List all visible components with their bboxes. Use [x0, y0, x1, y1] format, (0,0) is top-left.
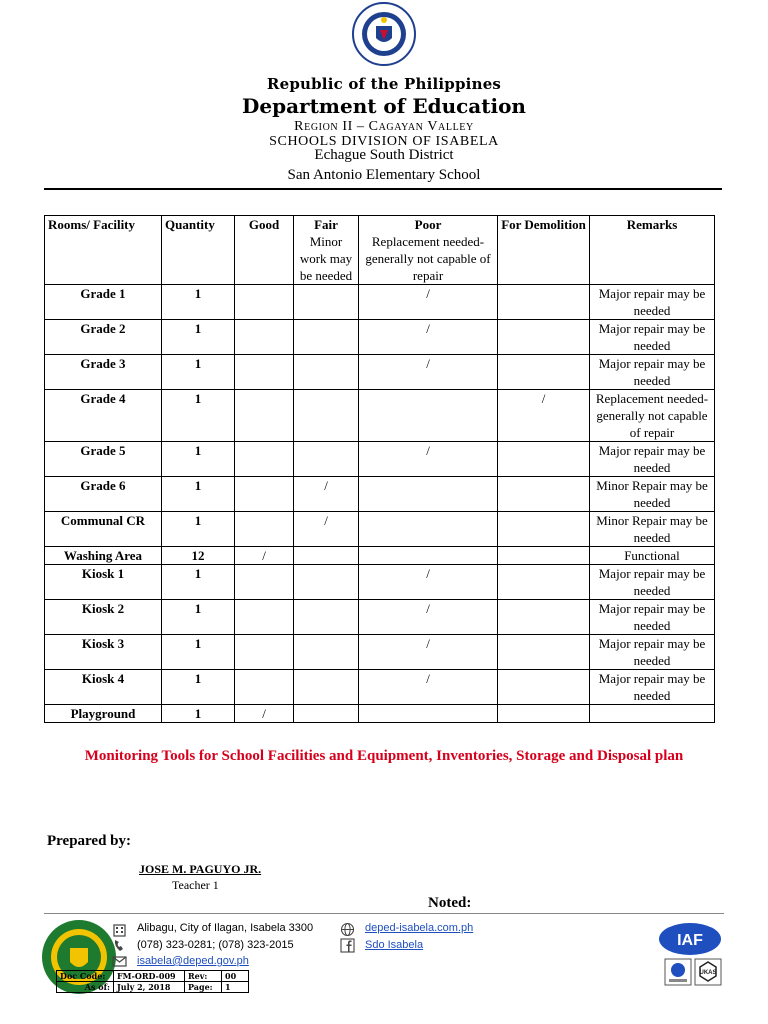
cell-room: Communal CR	[45, 512, 162, 547]
cell-quantity: 1	[162, 320, 235, 355]
cell-quantity: 1	[162, 635, 235, 670]
cell-fair	[294, 547, 359, 565]
cell-demolition	[498, 477, 590, 512]
iso-certification-logo	[664, 958, 692, 986]
division-heading: SCHOOLS DIVISION OF ISABELA	[269, 134, 499, 149]
cell-good	[235, 320, 294, 355]
poor-label: Poor	[414, 217, 442, 232]
cell-remarks: Functional	[590, 547, 715, 565]
cell-remarks: Major repair may be needed	[590, 565, 715, 600]
cell-room: Grade 2	[45, 320, 162, 355]
cell-remarks: Minor Repair may be needed	[590, 512, 715, 547]
prepared-by-label: Prepared by:	[47, 833, 132, 849]
cell-good	[235, 565, 294, 600]
as-of-value: July 2, 2018	[114, 982, 185, 993]
cell-demolition	[498, 600, 590, 635]
cell-fair	[294, 320, 359, 355]
cell-quantity: 1	[162, 477, 235, 512]
cell-room: Kiosk 4	[45, 670, 162, 705]
cell-fair	[294, 600, 359, 635]
cell-remarks: Major repair may be needed	[590, 635, 715, 670]
cell-fair	[294, 635, 359, 670]
footer-website-link[interactable]: deped-isabela.com.ph	[365, 922, 474, 934]
cell-remarks: Major repair may be needed	[590, 442, 715, 477]
doc-code-value: FM-ORD-009	[114, 971, 185, 982]
cell-good	[235, 477, 294, 512]
email-icon	[112, 954, 127, 969]
cell-remarks: Replacement needed-generally not capable of repair	[590, 390, 715, 442]
region-heading: Region II – Cagayan Valley	[294, 119, 474, 134]
cell-poor: /	[359, 320, 498, 355]
cell-room: Kiosk 1	[45, 565, 162, 600]
col-header-good: Good	[235, 216, 294, 285]
cell-demolition	[498, 285, 590, 320]
cell-demolition	[498, 512, 590, 547]
cell-fair	[294, 390, 359, 442]
cell-quantity: 1	[162, 600, 235, 635]
table-row	[45, 320, 715, 355]
cell-good	[235, 285, 294, 320]
facebook-icon	[340, 938, 355, 953]
table-row	[45, 670, 715, 705]
cell-poor: /	[359, 285, 498, 320]
cell-poor: /	[359, 355, 498, 390]
cell-good	[235, 635, 294, 670]
cell-quantity: 1	[162, 670, 235, 705]
cell-good: /	[235, 547, 294, 565]
cell-poor: /	[359, 670, 498, 705]
cell-fair	[294, 670, 359, 705]
cell-poor	[359, 390, 498, 442]
cell-quantity: 1	[162, 705, 235, 723]
rev-label: Rev:	[185, 971, 222, 982]
footer-divider	[44, 913, 724, 914]
cell-poor: /	[359, 565, 498, 600]
table-row	[45, 600, 715, 635]
ukas-text: UKAS	[699, 970, 717, 976]
col-header-poor	[359, 216, 498, 285]
preparer-role: Teacher 1	[172, 878, 219, 892]
cell-remarks: Major repair may be needed	[590, 285, 715, 320]
footer-phone: (078) 323-0281; (078) 323-2015	[137, 939, 294, 951]
cell-room: Grade 3	[45, 355, 162, 390]
cell-demolition	[498, 705, 590, 723]
preparer-name: JOSE M. PAGUYO JR.	[139, 862, 262, 876]
table-row	[45, 390, 715, 442]
cell-quantity: 1	[162, 390, 235, 442]
footer-facebook-link[interactable]: Sdo Isabela	[365, 939, 424, 951]
cell-poor	[359, 512, 498, 547]
cell-poor	[359, 547, 498, 565]
cell-demolition: /	[498, 390, 590, 442]
cell-remarks	[590, 705, 715, 723]
table-row	[45, 565, 715, 600]
cell-remarks: Minor Repair may be needed	[590, 477, 715, 512]
header-divider	[44, 188, 722, 190]
cell-room: Playground	[45, 705, 162, 723]
col-header-remarks: Remarks	[590, 216, 715, 285]
cell-room: Washing Area	[45, 547, 162, 565]
district-heading: Echague South District	[314, 147, 454, 163]
deped-seal-logo	[352, 2, 416, 66]
cell-quantity: 1	[162, 512, 235, 547]
as-of-label: As of:	[57, 982, 114, 993]
cell-good	[235, 600, 294, 635]
cell-demolition	[498, 547, 590, 565]
cell-quantity: 1	[162, 355, 235, 390]
globe-icon	[340, 922, 355, 937]
republic-heading: Republic of the Philippines	[266, 75, 502, 93]
col-header-quantity: Quantity	[162, 216, 235, 285]
cell-fair: /	[294, 512, 359, 547]
cell-good: /	[235, 705, 294, 723]
table-row	[45, 635, 715, 670]
cell-fair	[294, 355, 359, 390]
cell-fair	[294, 285, 359, 320]
cell-demolition	[498, 635, 590, 670]
poor-sub-label: Replacement needed-generally not capable of repair	[365, 234, 491, 283]
cell-good	[235, 670, 294, 705]
department-heading: Department of Education	[242, 94, 526, 118]
rev-value: 00	[222, 971, 249, 982]
table-header-row	[45, 216, 715, 285]
table-row	[45, 285, 715, 320]
cell-poor: /	[359, 600, 498, 635]
school-heading: San Antonio Elementary School	[287, 167, 481, 183]
cell-quantity: 12	[162, 547, 235, 565]
cell-room: Kiosk 2	[45, 600, 162, 635]
document-control-table	[56, 970, 249, 993]
footer-email-link[interactable]: isabela@deped.gov.ph	[137, 955, 249, 967]
col-header-demolition: For Demolition	[498, 216, 590, 285]
page-label: Page:	[185, 982, 222, 993]
iaf-text: IAF	[677, 932, 703, 949]
cell-poor	[359, 705, 498, 723]
footer-address: Alibagu, City of Ilagan, Isabela 3300	[137, 922, 314, 934]
cell-room: Grade 1	[45, 285, 162, 320]
table-row	[45, 442, 715, 477]
cell-remarks: Major repair may be needed	[590, 355, 715, 390]
cell-demolition	[498, 442, 590, 477]
cell-demolition	[498, 670, 590, 705]
cell-fair	[294, 565, 359, 600]
col-header-room: Rooms/ Facility	[45, 216, 162, 285]
cell-quantity: 1	[162, 442, 235, 477]
document-title: Monitoring Tools for School Facilities and Equipment, Inventories, Storage and Disposal plan	[84, 748, 684, 764]
cell-quantity: 1	[162, 285, 235, 320]
cell-room: Grade 5	[45, 442, 162, 477]
cell-poor: /	[359, 442, 498, 477]
phone-icon	[112, 938, 127, 953]
table-row	[45, 477, 715, 512]
cell-poor: /	[359, 635, 498, 670]
table-row	[45, 512, 715, 547]
doc-code-label: Doc Code:	[57, 971, 114, 982]
cell-demolition	[498, 565, 590, 600]
cell-good	[235, 355, 294, 390]
iaf-certification-logo	[658, 922, 722, 956]
building-icon	[112, 922, 127, 937]
cell-good	[235, 512, 294, 547]
table-row	[45, 547, 715, 565]
noted-label: Noted:	[428, 895, 472, 911]
ukas-certification-logo	[694, 958, 722, 986]
table-row	[45, 705, 715, 723]
facilities-table	[44, 215, 715, 723]
cell-good	[235, 390, 294, 442]
cell-room: Grade 6	[45, 477, 162, 512]
cell-demolition	[498, 320, 590, 355]
col-header-fair	[294, 216, 359, 285]
cell-good	[235, 442, 294, 477]
cell-remarks: Major repair may be needed	[590, 320, 715, 355]
cell-room: Grade 4	[45, 390, 162, 442]
cell-room: Kiosk 3	[45, 635, 162, 670]
page-value: 1	[222, 982, 249, 993]
cell-remarks: Major repair may be needed	[590, 670, 715, 705]
cell-fair	[294, 705, 359, 723]
fair-label: Fair	[314, 217, 338, 232]
cell-remarks: Major repair may be needed	[590, 600, 715, 635]
cell-fair: /	[294, 477, 359, 512]
cell-poor	[359, 477, 498, 512]
cell-fair	[294, 442, 359, 477]
fair-sub-label: Minor work may be needed	[299, 234, 353, 283]
cell-quantity: 1	[162, 565, 235, 600]
table-row	[45, 355, 715, 390]
cell-demolition	[498, 355, 590, 390]
